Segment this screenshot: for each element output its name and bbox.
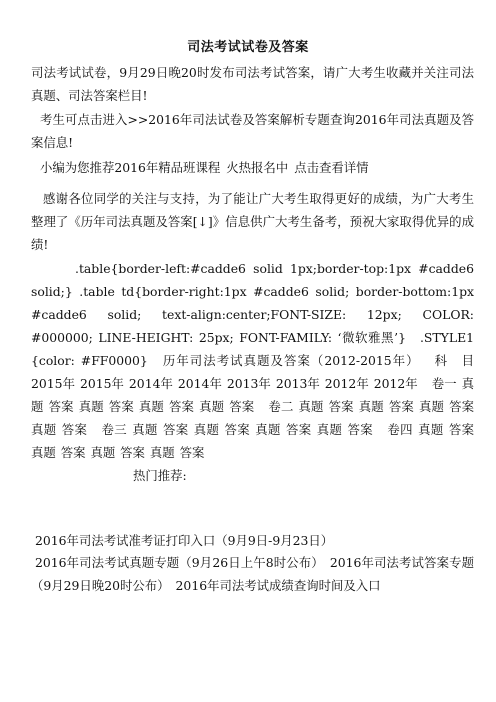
table-row[interactable]: 卷三 真题 答案 真题 答案 真题 答案 真题 答案 xyxy=(101,422,374,437)
promo-cta-link[interactable]: 点击查看详情 xyxy=(294,160,369,175)
hot-link-item[interactable]: 2016年司法考试答案专题（9月29日晚20时公布） xyxy=(31,555,474,593)
promo-paragraph xyxy=(31,156,474,179)
hot-recommend-label: 热门推荐: xyxy=(133,468,187,483)
table-row[interactable]: 卷四 真题 答案 真题 答案 真题 答案 真题 答案 xyxy=(31,422,474,460)
css-text: .table{border-left:#cadde6 solid 1px;border-top:1px #cadde6 solid;} .table td{border-right:1px #cadde6 solid; border-bottom:1px #cadde6 solid; text-align:center;FONT-SIZE: 12px; COLOR: #000000; LINE-HEIGHT: 25px; FONT-FAMILY: ‘微软雅黑’} xyxy=(31,261,474,345)
page-title: 司法考试试卷及答案 xyxy=(187,40,309,55)
table-row[interactable]: 卷二 真题 答案 真题 答案 真题 答案 真题 答案 xyxy=(31,399,474,437)
table-header-row: 科 目 2015年 2015年 2014年 2014年 2013年 2013年 2012年 2012年 xyxy=(31,353,474,391)
hot-links-paragraph xyxy=(31,551,474,597)
embedded-css-block xyxy=(31,257,474,487)
style1-text: .STYLE1 {color: #FF0000} xyxy=(31,330,474,368)
hot-link-item[interactable]: 2016年司法考试真题专题（9月26日上午8时公布） xyxy=(35,555,324,570)
table-caption: 历年司法考试真题及答案（2012-2015年） xyxy=(161,353,420,368)
promo-text: 小编为您推荐2016年精品班课程 xyxy=(40,160,221,175)
table-row[interactable]: 卷一 真题 答案 真题 答案 真题 答案 真题 答案 xyxy=(31,376,474,414)
thanks-paragraph: 感谢各位同学的关注与支持，为了能让广大考生取得更好的成绩，为广大考生整理了《历年司法真题及答案[↓]》信息供广大考生备考，预祝大家取得优异的成绩! xyxy=(31,191,474,252)
hot-link-item[interactable]: 2016年司法考试准考证打印入口（9月9日-9月23日） xyxy=(35,533,334,548)
hot-link-item[interactable]: 2016年司法考试成绩查询时间及入口 xyxy=(175,578,381,593)
link-paragraph[interactable]: 考生可点击进入>>2016年司法试卷及答案解析专题查询2016年司法真题及答案信息! xyxy=(31,112,474,150)
promo-hot-label: 火热报名中 xyxy=(226,160,289,175)
intro-paragraph: 司法考试试卷，9月29日晚20时发布司法考试答案，请广大考生收藏并关注司法真题、司法答案栏目! xyxy=(31,65,474,103)
